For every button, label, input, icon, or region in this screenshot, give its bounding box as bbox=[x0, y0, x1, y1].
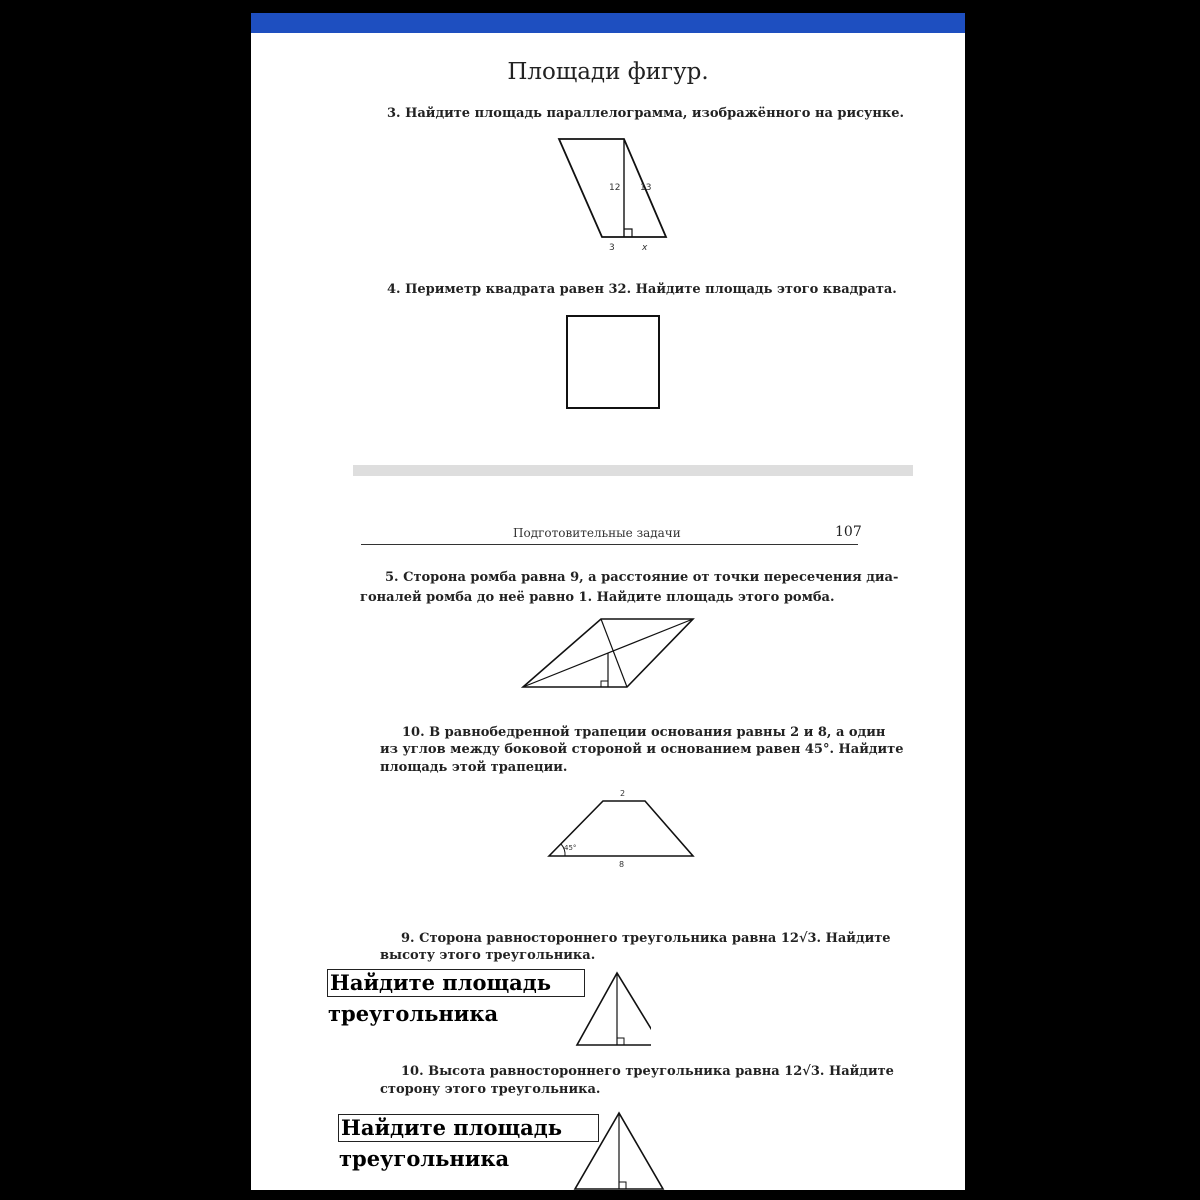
problem-10a-line3: площадь этой трапеции. bbox=[380, 760, 568, 775]
parallelogram-figure bbox=[541, 133, 681, 258]
problem-5-line2: гоналей ромба до неё равно 1. Найдите площадь этого ромба. bbox=[360, 590, 835, 605]
problem-10a-line1: 10. В равнобедренной трапеции основания равны 2 и 8, а один bbox=[402, 725, 886, 740]
problem-9-line2: высоту этого треугольника. bbox=[380, 948, 596, 963]
trapezoid-top-label: 2 bbox=[620, 789, 626, 798]
rhombus-figure bbox=[519, 613, 699, 693]
overlay-2-boxed-label: Найдите площадь bbox=[338, 1114, 599, 1142]
base-left-label: 3 bbox=[609, 243, 615, 253]
problem-4-text: 4. Периметр квадрата равен 32. Найдите площадь этого квадрата. bbox=[387, 282, 897, 297]
problem-10b-line2: сторону этого треугольника. bbox=[380, 1082, 601, 1097]
overlay-2-plain-label: треугольника bbox=[339, 1146, 510, 1171]
height-label: 12 bbox=[609, 183, 621, 193]
header-rule bbox=[361, 544, 858, 545]
side-label: 13 bbox=[640, 183, 652, 193]
base-right-label: x bbox=[642, 243, 648, 253]
problem-5-line1: 5. Сторона ромба равна 9, а расстояние от точки пересечения диа- bbox=[385, 570, 899, 585]
page-separator bbox=[353, 465, 913, 476]
problem-9-line1: 9. Сторона равностороннего треугольника равна 12√3. Найдите bbox=[401, 931, 891, 946]
problem-3-text: 3. Найдите площадь параллелограмма, изображённого на рисунке. bbox=[387, 106, 905, 121]
trapezoid-figure bbox=[541, 783, 701, 873]
problem-10b-line1: 10. Высота равностороннего треугольника равна 12√3. Найдите bbox=[401, 1064, 894, 1079]
overlay-1-plain-label: треугольника bbox=[328, 1001, 499, 1026]
top-accent-bar bbox=[251, 13, 965, 33]
running-header-title: Подготовительные задачи bbox=[513, 526, 681, 540]
problem-10a-line2: из углов между боковой стороной и основанием равен 45°. Найдите bbox=[380, 742, 904, 757]
trapezoid-bottom-label: 8 bbox=[619, 860, 625, 869]
square-figure bbox=[563, 313, 663, 411]
page-title: Площади фигур. bbox=[507, 59, 709, 85]
document-page bbox=[251, 13, 965, 1190]
page-number: 107 bbox=[835, 524, 862, 540]
overlay-1-boxed-label: Найдите площадь bbox=[327, 969, 585, 997]
trapezoid-angle-label: 45° bbox=[564, 844, 577, 852]
